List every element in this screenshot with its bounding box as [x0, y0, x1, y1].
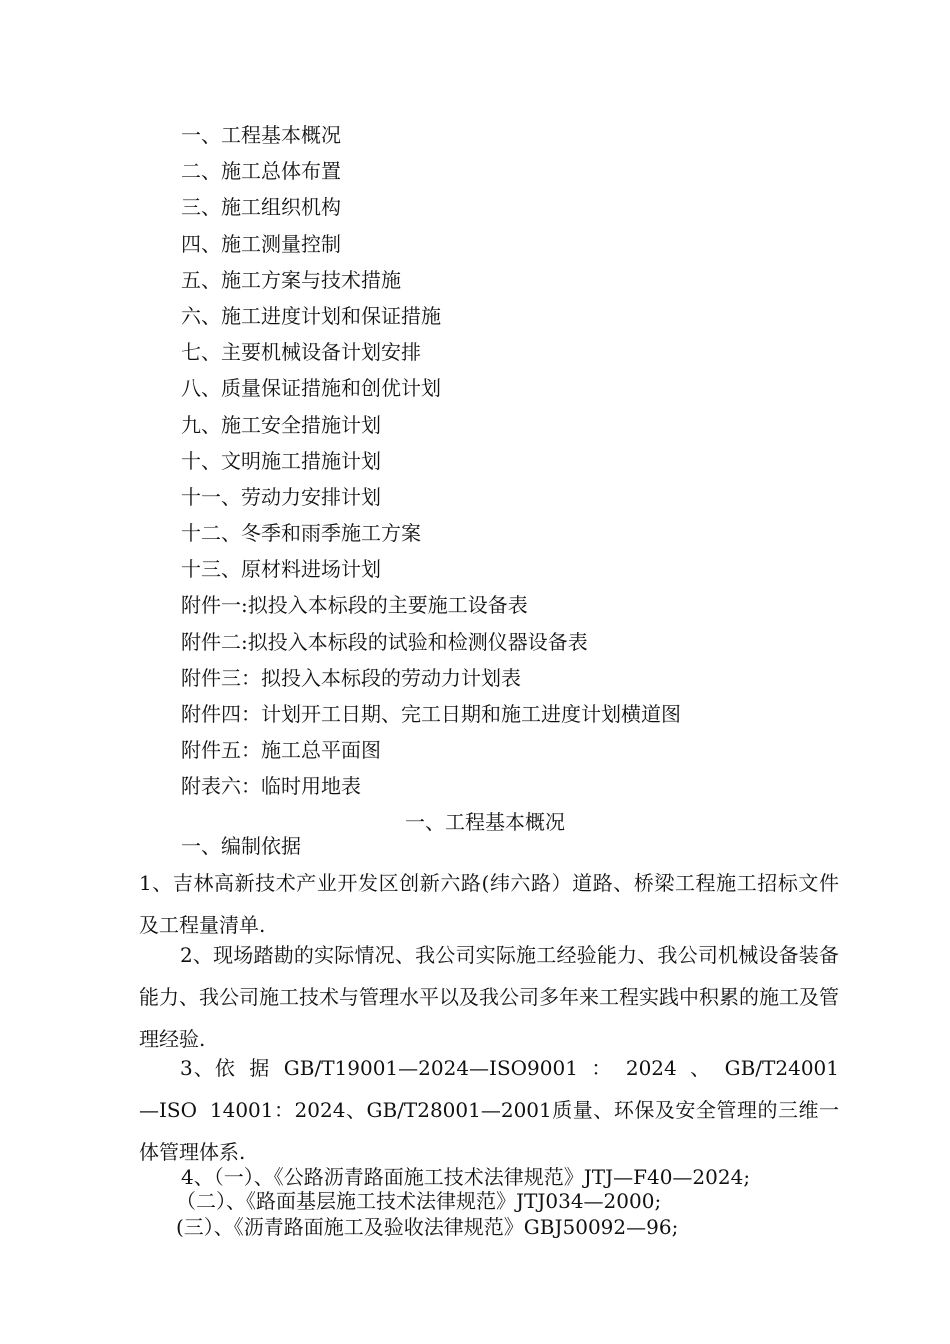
toc-item: 七、主要机械设备计划安排 [181, 340, 421, 365]
toc-item: 一、工程基本概况 [181, 123, 341, 147]
norm-reference-2: （二）、《路面基层施工技术法律规范》JTJ034—2000; [176, 1189, 662, 1213]
toc-item: 十一、劳动力安排计划 [181, 484, 381, 509]
toc-item: 十三、原材料进场计划 [181, 557, 381, 582]
table-of-contents [181, 117, 681, 805]
toc-item: 附件五：施工总平面图 [181, 738, 381, 763]
subsection-heading: 一、编制依据 [181, 834, 301, 858]
basis-paragraph-3: 3、依 据 GB/T19001—2024—ISO9001 ： 2024 、 GB/T24001—ISO 14001：2024、GB/T28001—2001质量、环保及安全管理的三维一体管理体系. [139, 1056, 839, 1164]
norm-reference-3: (三）、《沥青路面施工及验收法律规范》GBJ50092—96; [176, 1215, 679, 1239]
toc-item: 三、施工组织机构 [181, 195, 341, 220]
toc-item: 附件三：拟投入本标段的劳动力计划表 [181, 665, 521, 690]
section-title: 一、工程基本概况 [405, 810, 565, 834]
toc-item: 八、质量保证措施和创优计划 [181, 376, 441, 401]
basis-paragraph-1: 1、吉林高新技术产业开发区创新六路(纬六路）道路、桥梁工程施工招标文件及工程量清单. [139, 871, 839, 937]
toc-item: 十、文明施工措施计划 [181, 448, 381, 473]
basis-paragraph-2: 2、现场踏勘的实际情况、我公司实际施工经验能力、我公司机械设备装备能力、我公司施工技术与管理水平以及我公司多年来工程实践中积累的施工及管理经验. [139, 943, 839, 1051]
toc-item: 附件一:拟投入本标段的主要施工设备表 [181, 593, 528, 618]
toc-item: 附表六：临时用地表 [181, 774, 361, 799]
norm-reference-1: 4、（一）、《公路沥青路面施工技术法律规范》JTJ—F40—2024; [181, 1165, 751, 1189]
toc-item: 附件四：计划开工日期、完工日期和施工进度计划横道图 [181, 702, 681, 726]
toc-item: 二、施工总体布置 [181, 159, 341, 184]
toc-item: 五、施工方案与技术措施 [181, 267, 401, 292]
toc-item: 九、施工安全措施计划 [181, 412, 381, 437]
toc-item: 附件二:拟投入本标段的试验和检测仪器设备表 [181, 629, 588, 654]
toc-item: 四、施工测量控制 [181, 231, 341, 256]
toc-item: 六、施工进度计划和保证措施 [181, 303, 441, 328]
toc-item: 十二、冬季和雨季施工方案 [181, 521, 421, 546]
